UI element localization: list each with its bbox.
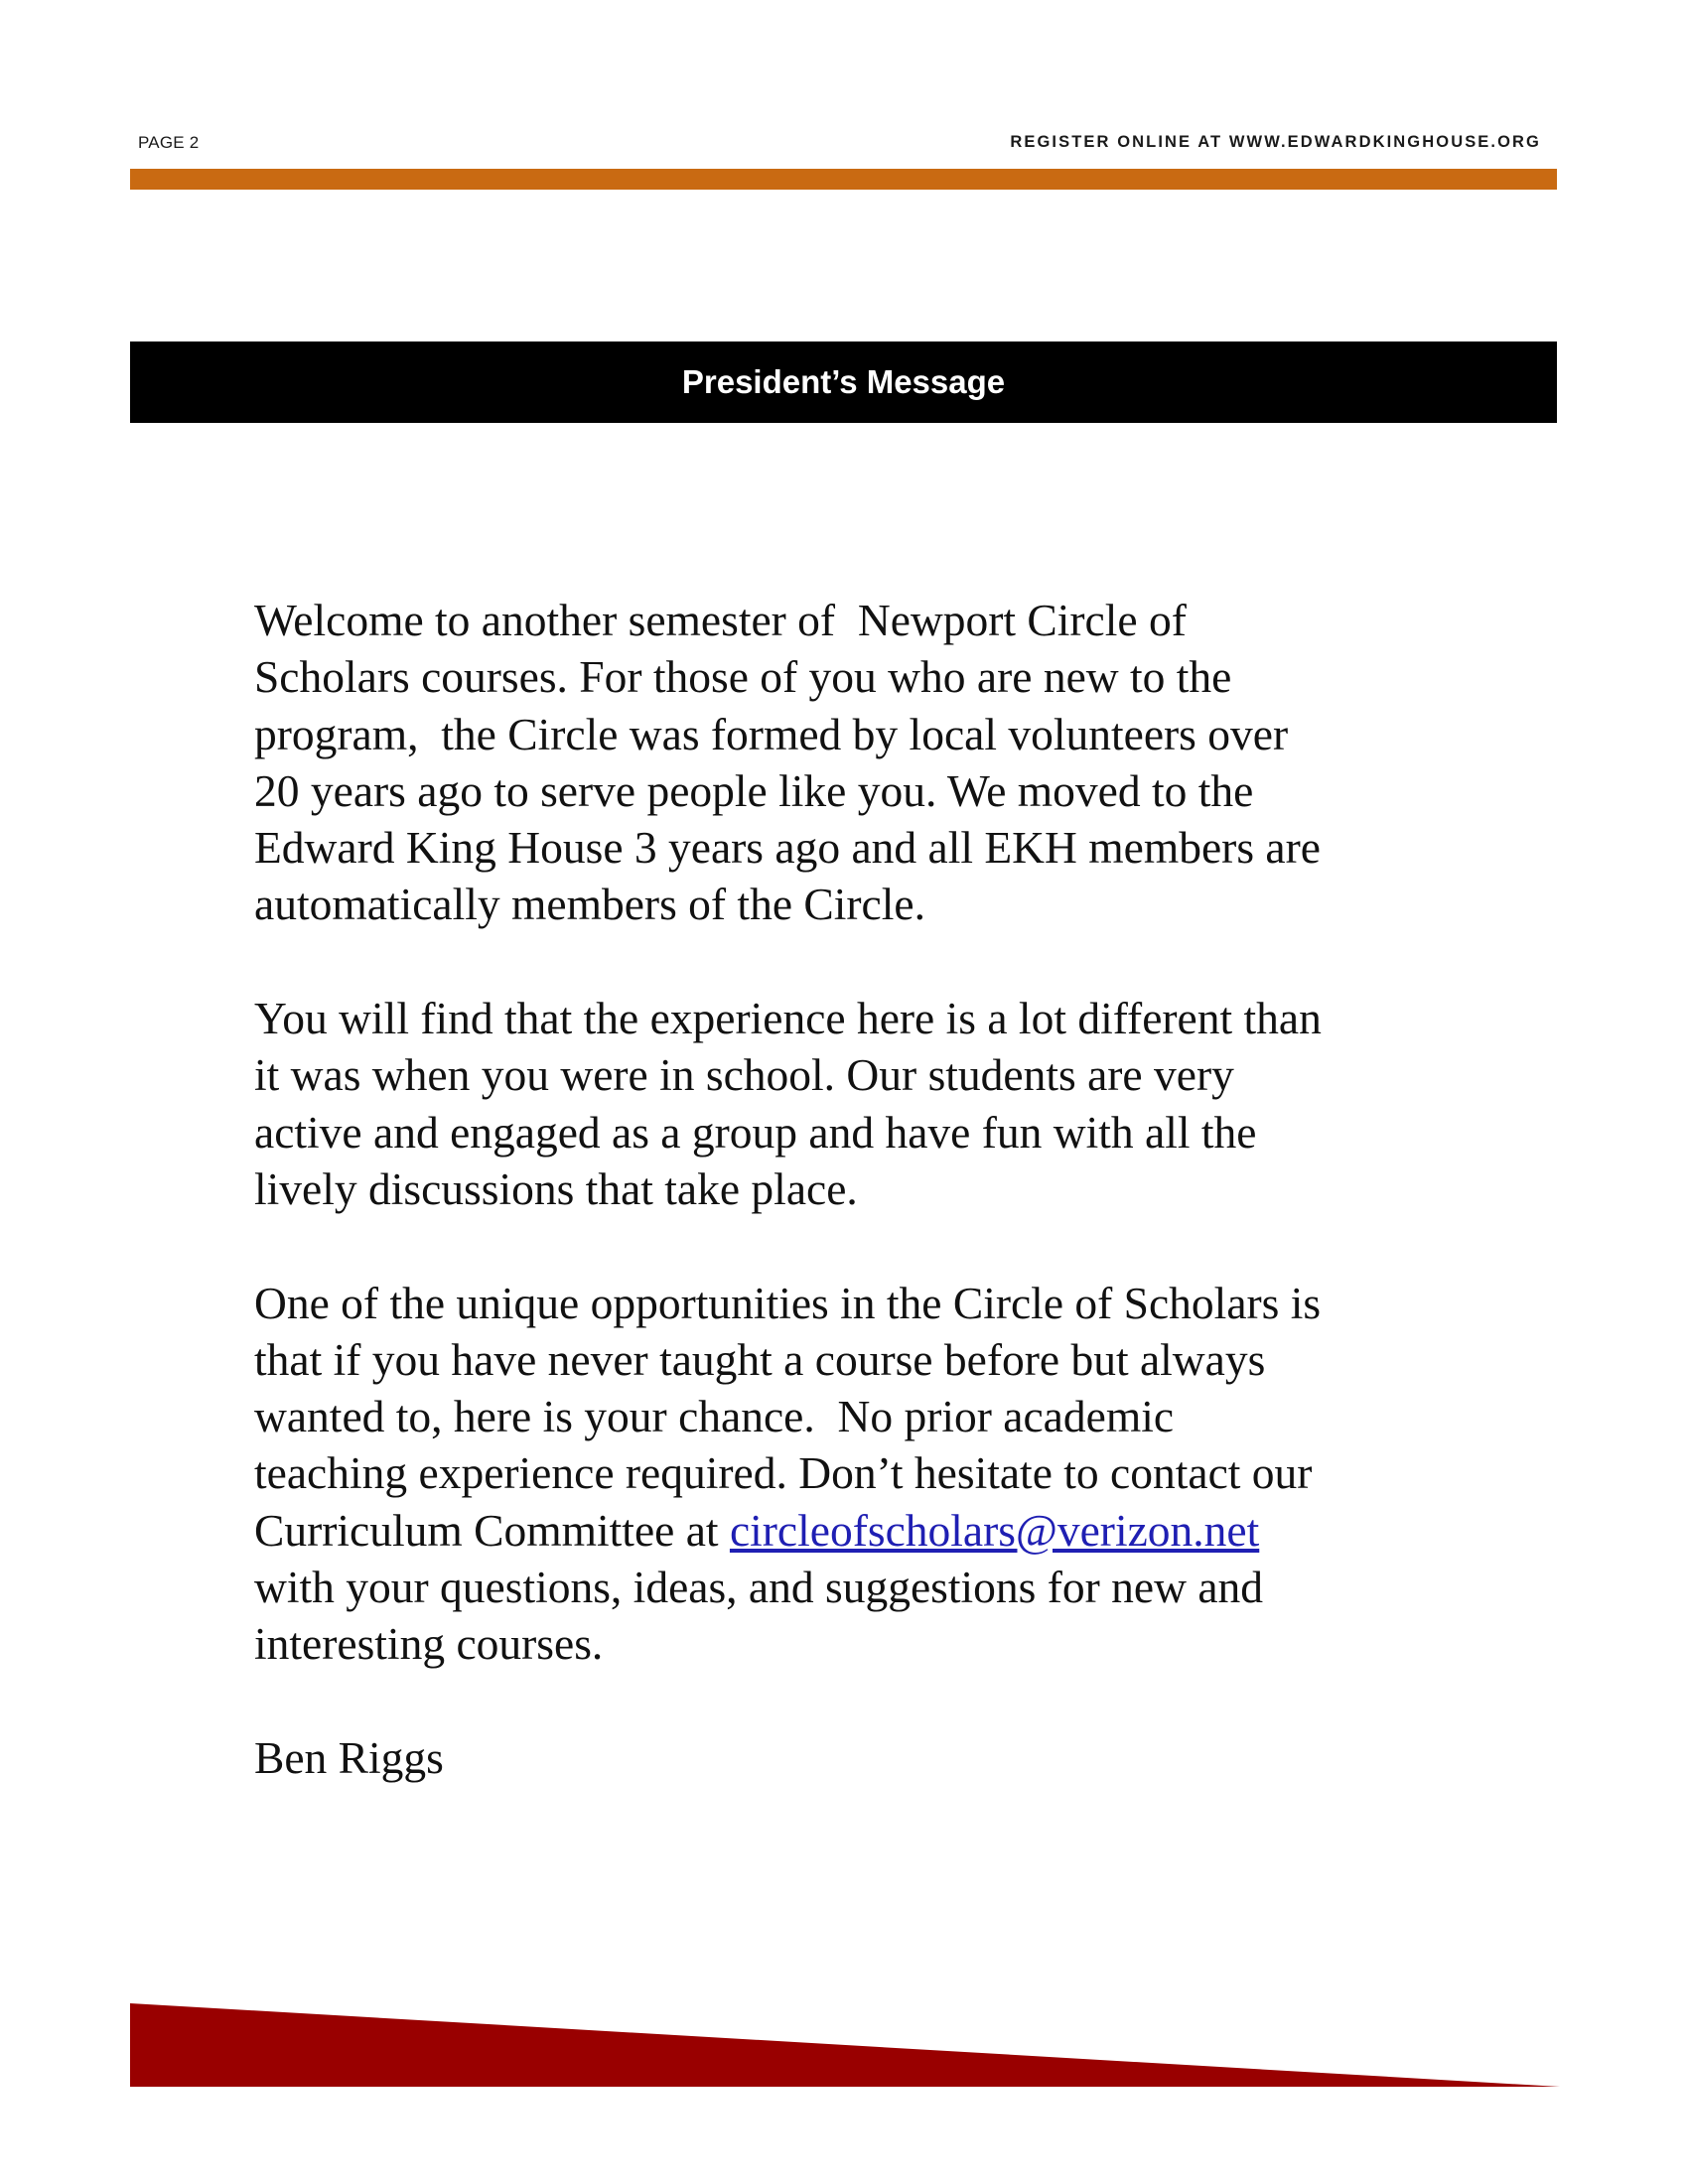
letter-line: automatically members of the Circle. (254, 879, 925, 930)
letter-line: Edward King House 3 years ago and all EKH members are (254, 822, 1321, 874)
letter-line: You will find that the experience here is a lot different than (254, 993, 1322, 1044)
letter-line: program, the Circle was formed by local volunteers over (254, 708, 1289, 759)
letter-line: 20 years ago to serve people like you. We moved to the (254, 764, 1254, 816)
letter-line: with your questions, ideas, and suggestions for new and (254, 1562, 1264, 1613)
presidents-letter (254, 592, 1446, 1786)
section-banner (130, 341, 1557, 423)
letter-line: teaching experience required. Don’t hesitate to contact our (254, 1447, 1313, 1499)
email-link[interactable]: circleofscholars@verizon.net (729, 1504, 1260, 1556)
letter-line: interesting courses. (254, 1618, 604, 1670)
letter-line: it was when you were in school. Our students are very (254, 1049, 1234, 1101)
section-title: President’s Message (681, 363, 1006, 400)
footer-wedge (130, 2003, 1560, 2087)
letter-line: lively discussions that take place. (254, 1162, 858, 1214)
footer-band (130, 2003, 1560, 2087)
email-prefix-text: Curriculum Committee at (254, 1504, 730, 1556)
header-rule (130, 169, 1557, 190)
page-number: PAGE 2 (138, 133, 200, 152)
register-online-text: REGISTER ONLINE AT WWW.EDWARDKINGHOUSE.ORG (1010, 133, 1541, 151)
letter-paragraph-2 (254, 990, 1446, 1217)
letter-line: Scholars courses. For those of you who are new to the (254, 651, 1232, 703)
signature: Ben Riggs (254, 1731, 444, 1783)
letter-line: that if you have never taught a course before but always (254, 1333, 1266, 1385)
letter-paragraph-1 (254, 592, 1446, 933)
letter-line: active and engaged as a group and have fun with all the (254, 1106, 1257, 1158)
letter-paragraph-3 (254, 1275, 1446, 1673)
letter-line: One of the unique opportunities in the Circle of Scholars is (254, 1277, 1322, 1328)
letter-line-with-email (254, 1502, 1446, 1559)
letter-line: wanted to, here is your chance. No prior academic (254, 1391, 1175, 1442)
letter-line: Welcome to another semester of Newport Circle of (254, 595, 1187, 645)
